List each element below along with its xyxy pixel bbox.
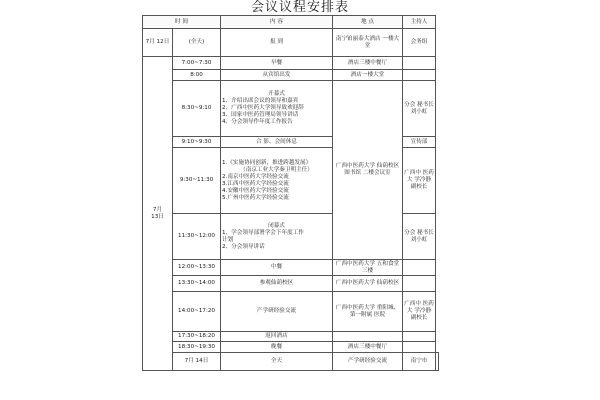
host-cell (403, 276, 436, 292)
table-row (143, 353, 439, 371)
content-cell: 晚餐 (221, 342, 333, 353)
host-cell: 宣传部 (403, 137, 436, 148)
schedule-table (142, 15, 439, 371)
host-cell: 会务组 (403, 29, 436, 57)
content-line: 开幕式 (268, 91, 285, 97)
content-line: 闭幕式 (268, 222, 285, 229)
content-cell: 中餐 (221, 260, 333, 276)
host-cell (403, 70, 436, 81)
place-cell: 广西中医药大学 五和食堂三楼 (333, 260, 403, 276)
place-cell: 酒店一楼大堂 (333, 70, 403, 81)
content-cell: 早餐 (221, 57, 333, 70)
place-cell: 南宁市 (403, 353, 436, 371)
place-cell: 广西中医药大学 仙葫校区 (333, 276, 403, 292)
table-row (143, 342, 439, 353)
content-line: 1、学会领导部署学会下年度工作 (222, 229, 304, 236)
host-cell (403, 57, 436, 70)
date-cell: 7月 14日 (173, 353, 221, 371)
time-cell: 18:30~19:30 (173, 342, 221, 353)
content-line: 5.广州中医药大学经验交流 (222, 194, 289, 201)
host-cell: 分会 秘书长 刘小虹 (403, 81, 436, 137)
time-cell: 9:30~11:30 (173, 148, 221, 214)
content-line: 计划 (222, 236, 234, 243)
content-cell (221, 148, 333, 214)
table-header-row (143, 16, 439, 29)
content-line: 1、介绍出席会议的领导和嘉宾 (222, 98, 299, 104)
header-content: 内 容 (221, 16, 333, 29)
time-cell: 13:30~14:00 (173, 276, 221, 292)
content-cell: 合 影、会间休息 (221, 137, 333, 148)
time-cell: 17:30~18:20 (173, 332, 221, 342)
host-cell: 分会 秘书长 刘小虹 (403, 214, 436, 260)
host-cell (403, 260, 436, 276)
content-line: 1.《实施协同创新，推进跨越发展》 (222, 159, 312, 166)
table-row (143, 292, 439, 332)
table-row (143, 57, 439, 70)
table-row (143, 332, 439, 342)
host-cell (403, 332, 436, 342)
table-row (143, 81, 439, 137)
place-cell: 广西中医药大学 仙葫校区图书馆 二楼会议室 (333, 81, 403, 260)
host-cell (403, 342, 436, 353)
date-cell: 7月 12日 (143, 29, 173, 57)
time-cell: (全天) (173, 29, 221, 57)
host-cell: 广西中 医药大 学冷静 副校长 (403, 292, 436, 332)
place-cell: 酒店三楼中餐厅 (333, 57, 403, 70)
table-row (143, 276, 439, 292)
content-cell: 产学研经验交流 (333, 353, 403, 371)
content-line: 4、分会领导作年度工作报告 (222, 119, 293, 125)
table-row (143, 260, 439, 276)
time-cell: 11:30~12:00 (173, 214, 221, 260)
content-cell: 产学研经验交流 (221, 292, 333, 332)
place-cell: 南宁铂丽泰大酒店 一楼大堂 (333, 29, 403, 57)
table-row (143, 70, 439, 81)
time-cell: 9:10~9:30 (173, 137, 221, 148)
header-time: 时 间 (143, 16, 221, 29)
place-cell (333, 332, 403, 342)
content-cell: 返回酒店 (221, 332, 333, 342)
host-cell (436, 353, 439, 371)
content-line: 3.江西中医药大学经验交流 (222, 180, 289, 187)
page-title: 会议议程安排表 (250, 0, 349, 15)
content-cell: 参观仙葫校区 (221, 276, 333, 292)
content-cell (221, 214, 333, 260)
place-cell: 广西中医药大学 重阳城、第一附属 医院 (333, 292, 403, 332)
content-cell: 从宾馆出发 (221, 70, 333, 81)
header-host: 主持人 (403, 16, 436, 29)
table-row (143, 29, 439, 57)
time-cell: 全天 (221, 353, 333, 371)
place-cell: 酒店三楼中餐厅 (333, 342, 403, 353)
time-cell: 8:00 (173, 70, 221, 81)
host-cell: 广西中 医药大 学冷静 副校长 (403, 148, 436, 214)
content-line: （南京工业大学秦卫明主任） (240, 166, 313, 173)
date-cell-13: 7月 13日 (143, 57, 173, 371)
time-cell: 7:00~7:30 (173, 57, 221, 70)
content-line: 2、分会领导讲话 (222, 243, 265, 250)
time-cell: 8:30~9:10 (173, 81, 221, 137)
content-line: 4.安徽中医药大学经验交流 (222, 187, 289, 194)
content-cell: 报 到 (221, 29, 333, 57)
content-line: 2.南京中医药大学经验交流 (222, 173, 289, 180)
content-line: 2、广西中医药大学领导致欢迎辞 (222, 105, 304, 111)
time-cell: 12:00~13:30 (173, 260, 221, 276)
content-cell (221, 81, 333, 137)
time-cell: 14:00~17:20 (173, 292, 221, 332)
content-line: 3、国家中医药管理局领导讲话 (222, 112, 299, 118)
header-place: 地 点 (333, 16, 403, 29)
